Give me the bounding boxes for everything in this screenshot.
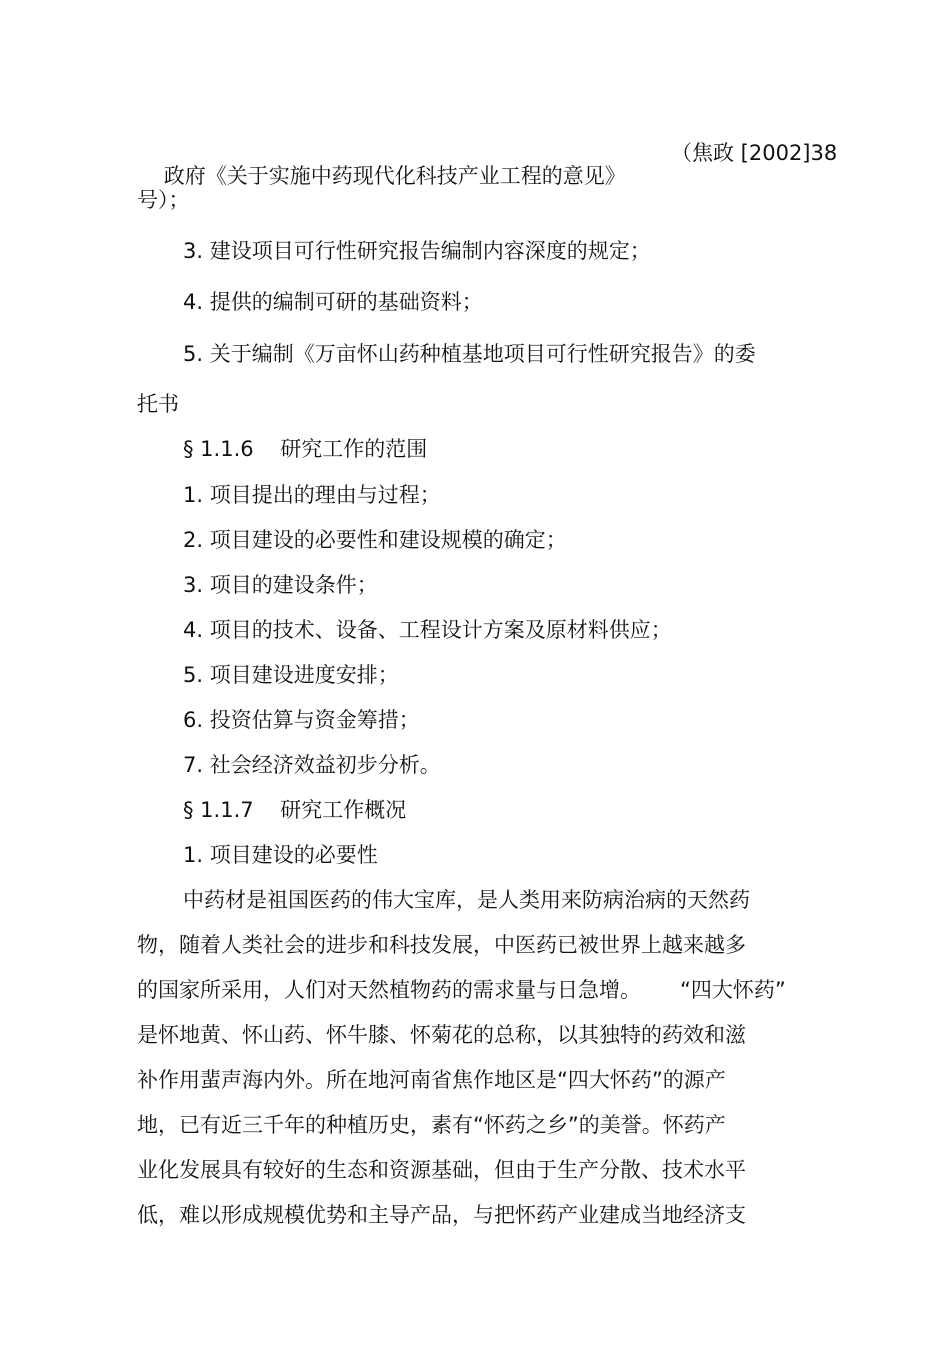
scope-item-5: 5. 项目建设进度安排； bbox=[183, 663, 399, 687]
text-line-1-reference: （焦政 [2002]38 bbox=[671, 141, 838, 165]
paragraph-line-3-quote: “四大怀药” bbox=[680, 978, 786, 1002]
subheading-necessity: 1. 项目建设的必要性 bbox=[183, 843, 378, 867]
paragraph-line-3: 的国家所采用，人们对天然植物药的需求量与日急增。 bbox=[137, 978, 641, 1002]
text-line-1 bbox=[137, 137, 626, 215]
list-item-5: 5. 关于编制《万亩怀山药种植基地项目可行性研究报告》的委 bbox=[183, 342, 756, 366]
scope-item-2: 2. 项目建设的必要性和建设规模的确定； bbox=[183, 528, 567, 552]
text-line-2: 号）； bbox=[137, 188, 190, 212]
text-line-6: 托书 bbox=[137, 392, 179, 416]
paragraph-line-8: 低，难以形成规模优势和主导产品，与把怀药产业建成当地经济支 bbox=[137, 1203, 746, 1227]
section-heading-1-1-6: § 1.1.6 研究工作的范围 bbox=[183, 437, 428, 461]
list-item-4: 4. 提供的编制可研的基础资料； bbox=[183, 290, 483, 314]
scope-item-3: 3. 项目的建设条件； bbox=[183, 573, 378, 597]
scope-item-1: 1. 项目提出的理由与过程； bbox=[183, 483, 441, 507]
scope-item-7: 7. 社会经济效益初步分析。 bbox=[183, 753, 441, 777]
paragraph-line-6: 地，已有近三千年的种植历史，素有“怀药之乡”的美誉。怀药产 bbox=[137, 1113, 726, 1137]
paragraph-line-2: 物，随着人类社会的进步和科技发展，中医药已被世界上越来越多 bbox=[137, 933, 746, 957]
list-item-3: 3. 建设项目可行性研究报告编制内容深度的规定； bbox=[183, 239, 651, 263]
text-line-1-main: 政府《关于实施中药现代化科技产业工程的意见》 bbox=[163, 164, 626, 188]
scope-item-4: 4. 项目的技术、设备、工程设计方案及原材料供应； bbox=[183, 618, 672, 642]
section-heading-1-1-7: § 1.1.7 研究工作概况 bbox=[183, 798, 407, 822]
scope-item-6: 6. 投资估算与资金筹措； bbox=[183, 708, 420, 732]
paragraph-line-5: 补作用蜚声海内外。所在地河南省焦作地区是“四大怀药”的源产 bbox=[137, 1068, 726, 1092]
paragraph-line-1: 中药材是祖国医药的伟大宝库，是人类用来防病治病的天然药 bbox=[183, 888, 750, 912]
paragraph-line-4: 是怀地黄、怀山药、怀牛膝、怀菊花的总称，以其独特的药效和滋 bbox=[137, 1023, 746, 1047]
paragraph-line-7: 业化发展具有较好的生态和资源基础，但由于生产分散、技术水平 bbox=[137, 1158, 746, 1182]
